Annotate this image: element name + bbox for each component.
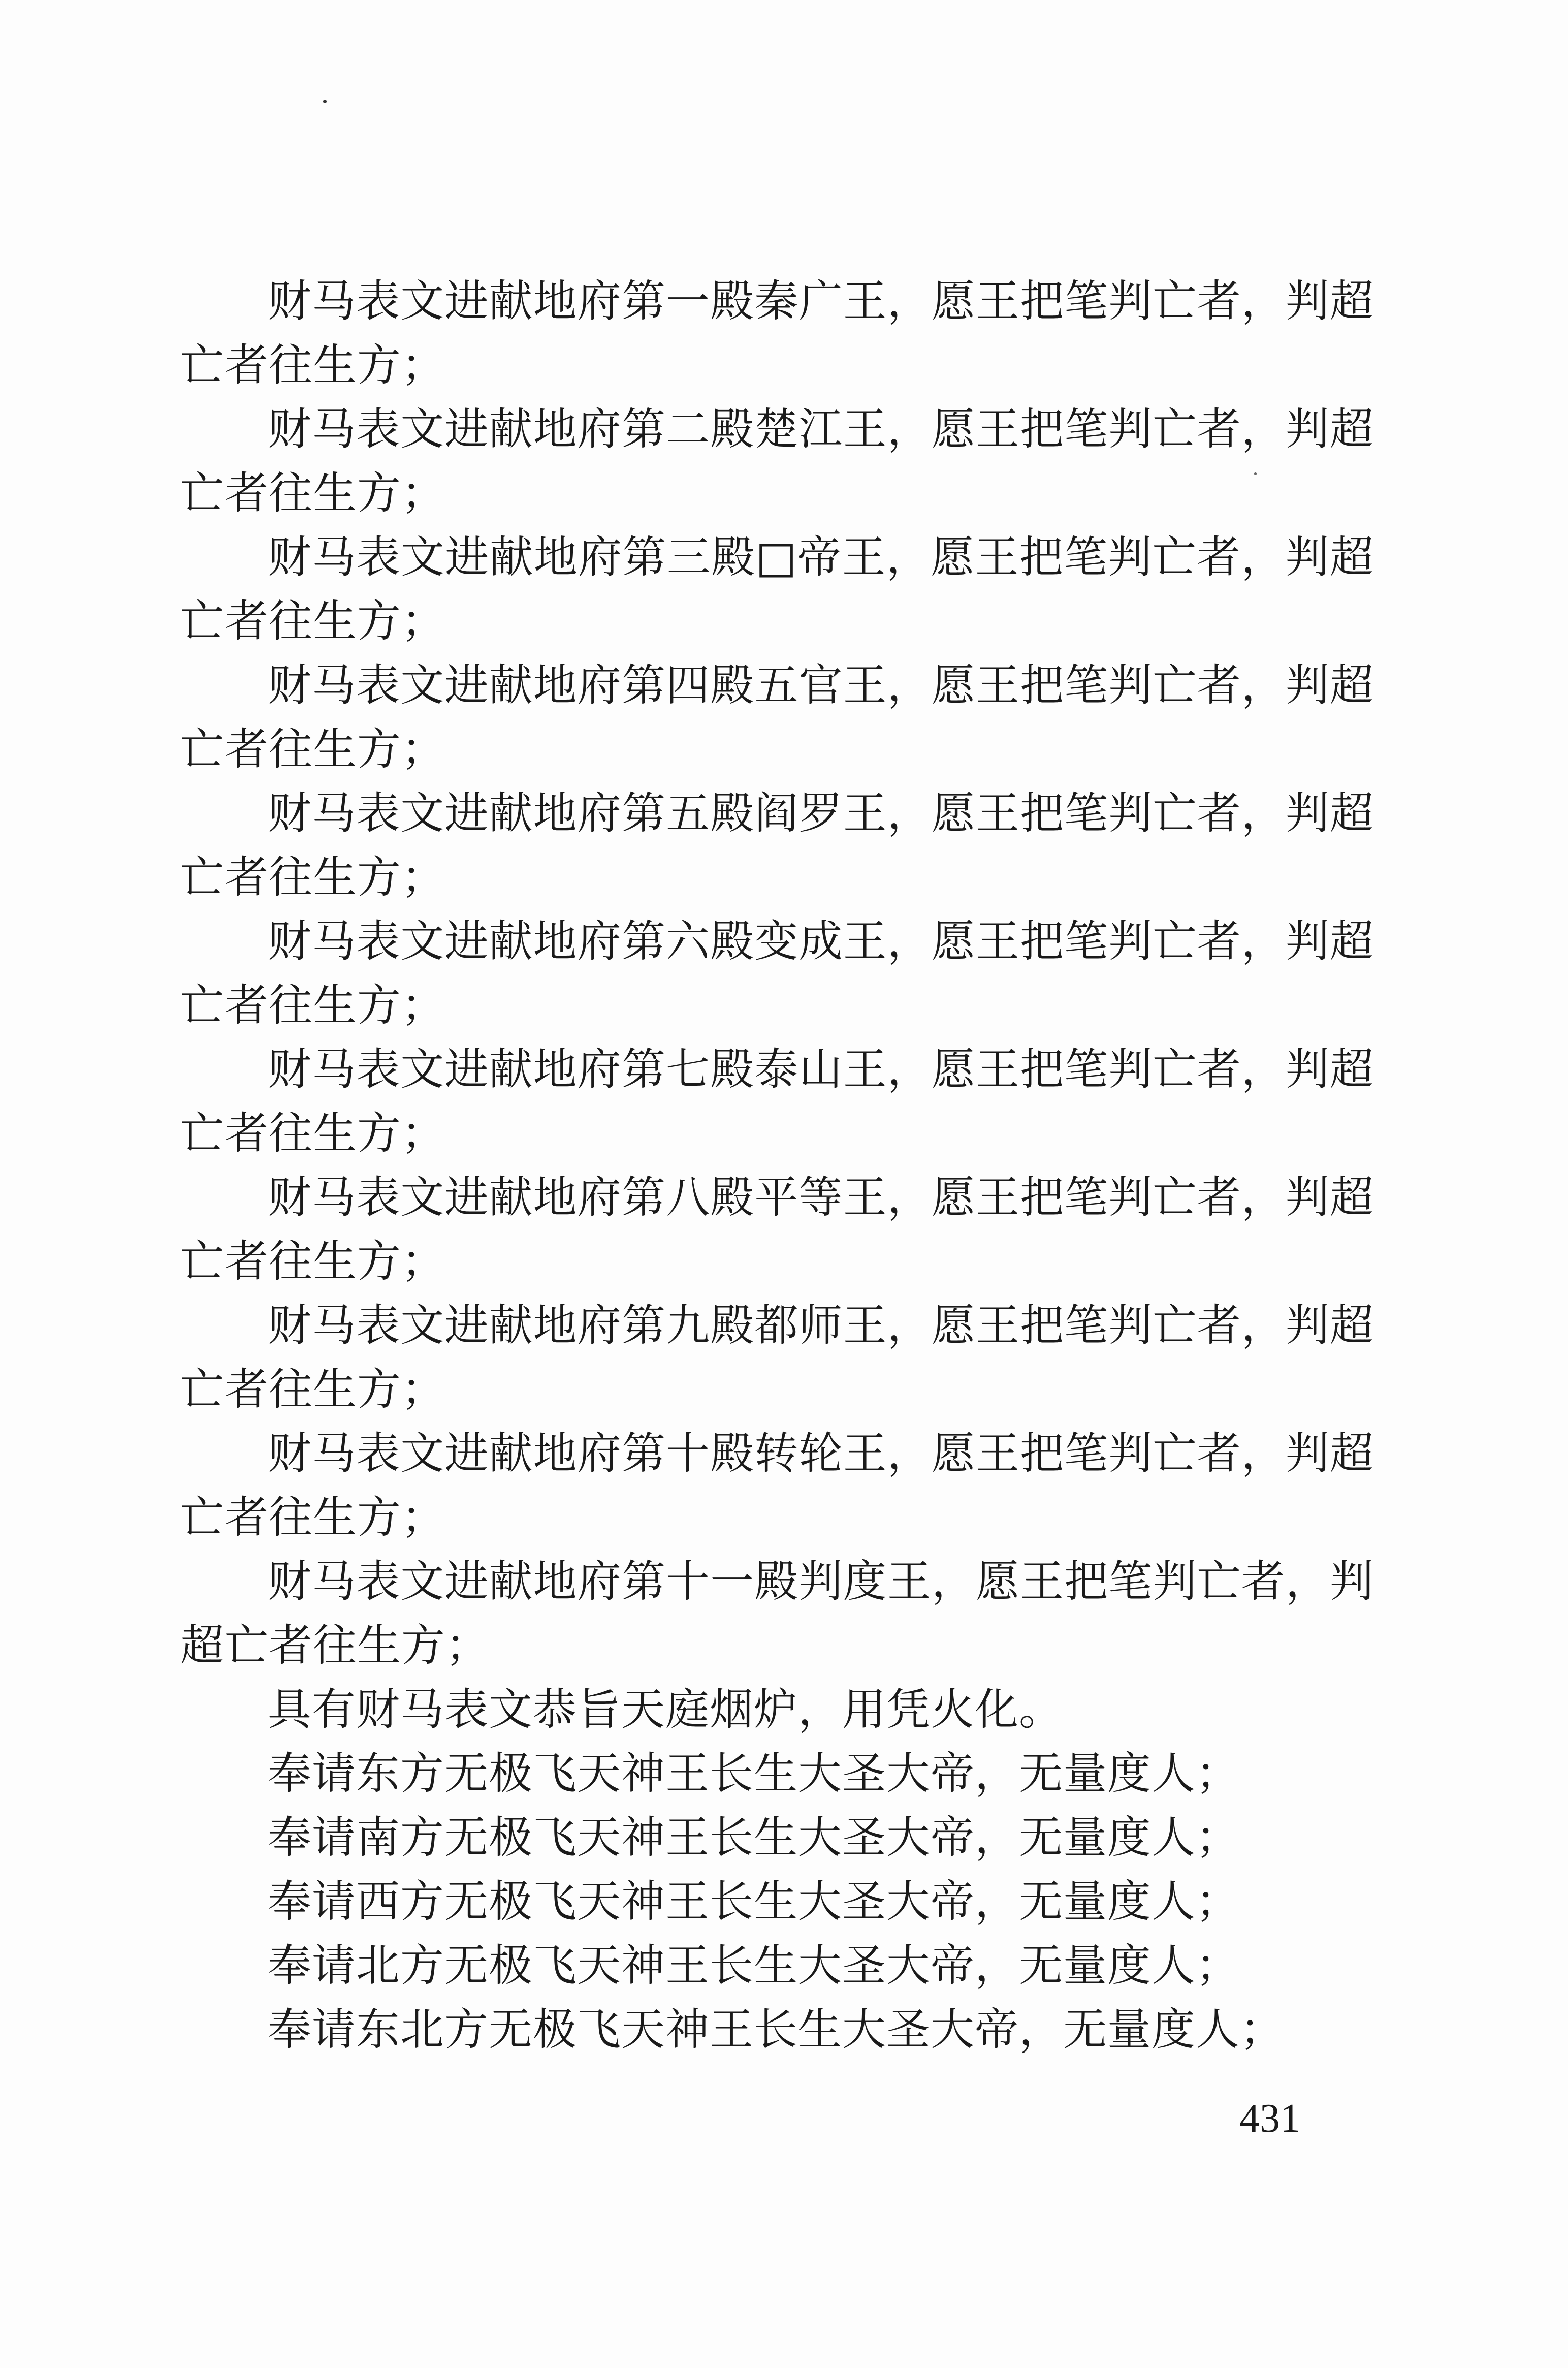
page-number: 431 [1239, 2096, 1300, 2141]
paragraph: 财马表文进献地府第十殿转轮王，愿王把笔判亡者，判超亡者往生方； [180, 1428, 1374, 1543]
paragraph: 奉请北方无极飞天神王长生大圣大帝，无量度人； [268, 1940, 1240, 1991]
paragraph: 财马表文进献地府第八殿平等王，愿王把笔判亡者，判超亡者往生方； [180, 1172, 1374, 1287]
paragraph: 财马表文进献地府第六殿变成王，愿王把笔判亡者，判超亡者往生方； [180, 916, 1374, 1031]
paragraph: 财马表文进献地府第三殿□帝王，愿王把笔判亡者，判超亡者往生方； [180, 532, 1374, 647]
scan-speck [323, 100, 327, 103]
paragraph: 财马表文进献地府第五殿阎罗王，愿王把笔判亡者，判超亡者往生方； [180, 788, 1374, 903]
paragraph: 奉请西方无极飞天神王长生大圣大帝，无量度人； [268, 1876, 1240, 1927]
paragraph: 财马表文进献地府第九殿都师王，愿王把笔判亡者，判超亡者往生方； [180, 1300, 1374, 1415]
paragraph: 财马表文进献地府第十一殿判度王，愿王把笔判亡者，判超亡者往生方； [180, 1556, 1374, 1671]
paragraph: 奉请东方无极飞天神王长生大圣大帝，无量度人； [268, 1748, 1240, 1799]
paragraph: 奉请南方无极飞天神王长生大圣大帝，无量度人； [268, 1812, 1240, 1863]
paragraph: 财马表文进献地府第七殿泰山王，愿王把笔判亡者，判超亡者往生方； [180, 1044, 1374, 1159]
body-text [180, 269, 1374, 2062]
paragraph: 财马表文进献地府第二殿楚江王，愿王把笔判亡者，判超亡者往生方； [180, 404, 1374, 519]
paragraph: 财马表文进献地府第四殿五官王，愿王把笔判亡者，判超亡者往生方； [180, 660, 1374, 775]
paragraph: 奉请东北方无极飞天神王长生大圣大帝，无量度人； [268, 2004, 1284, 2055]
paragraph: 财马表文进献地府第一殿秦广王，愿王把笔判亡者，判超亡者往生方； [180, 276, 1374, 391]
paragraph: 具有财马表文恭旨天庭烟炉，用凭火化。 [268, 1684, 1063, 1735]
